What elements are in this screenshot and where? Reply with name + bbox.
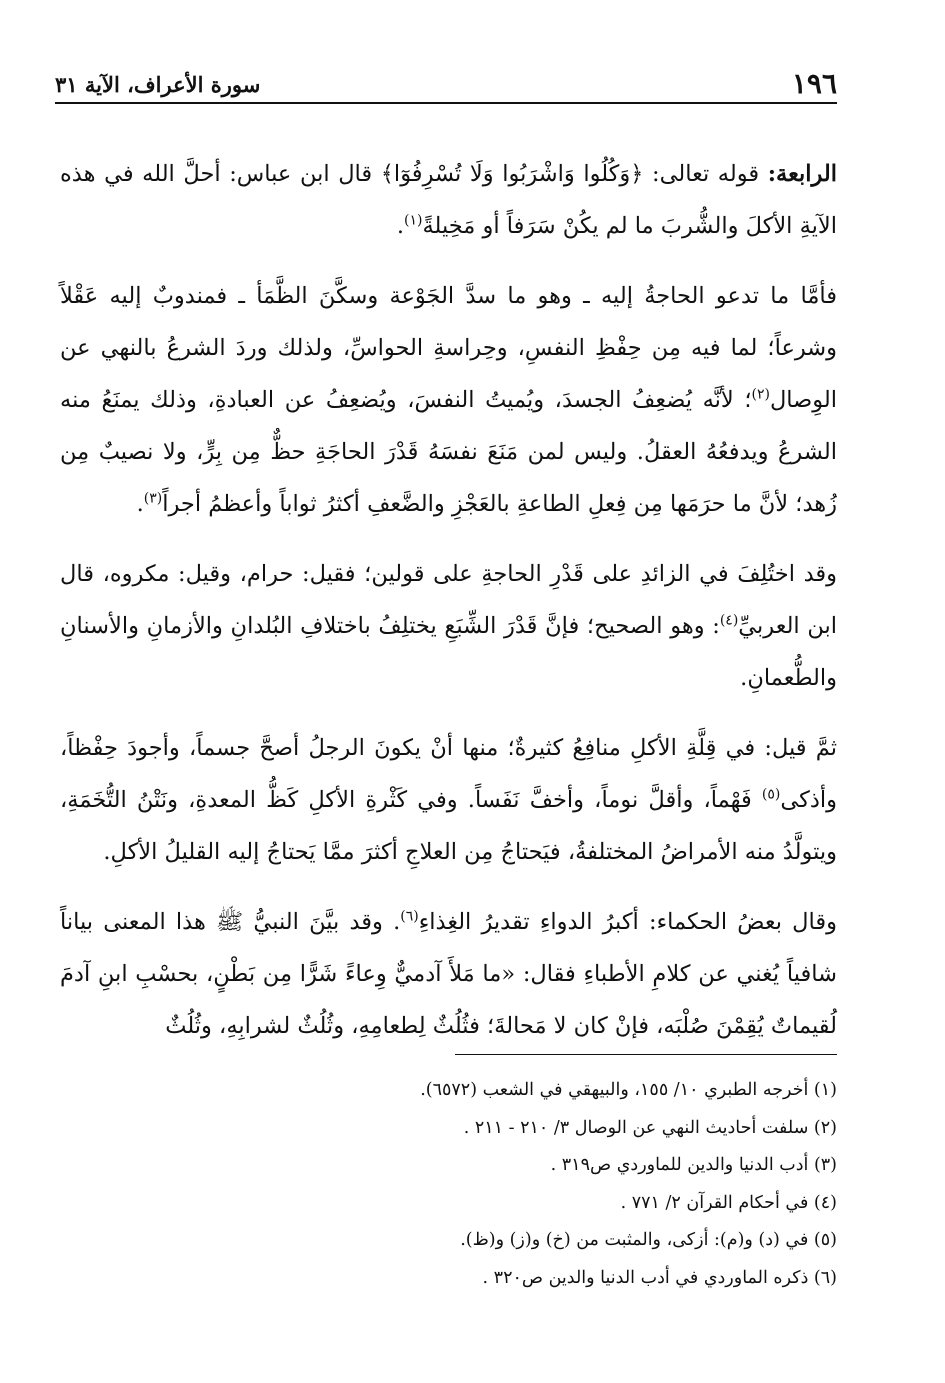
paragraph-text-end: . — [396, 213, 404, 239]
footnote: (٢) سلفت أحاديث النهي عن الوصال ٣/ ٢١٠ - ٢١١ . — [463, 1117, 837, 1138]
paragraph-text: ثمَّ قيل: في قِلَّةِ الأكلِ منافِعُ كثيرةٌ؛ منها أنْ يكونَ الرجلُ أصحَّ جسماً، وأجودَ حِفْظاً، وأذكى — [60, 735, 837, 813]
footnote-ref: (٦) — [400, 908, 419, 925]
footnote-ref: (٣) — [143, 490, 163, 507]
page-number: ١٩٦ — [791, 67, 837, 100]
paragraph-text: فأمَّا ما تدعو الحاجةُ إليه ـ وهو ما سدَّ الجَوْعة وسكَّنَ الظَّمَأ ـ فمندوبٌ إليه عَقْلاً وشرعاً؛ لما فيه مِن حِفْظِ النفسِ، وحِراسةِ الحواسِّ، ولذلك وردَ الشرعُ بالنهي عن الوِصال — [60, 283, 837, 413]
paragraph-text: وقال بعضُ الحكماء: أكبرُ الدواءِ تقديرُ الغِذاءِ — [418, 909, 837, 935]
paragraph-text: : وهو الصحيح؛ فإنَّ قَدْرَ الشِّبَعِ يختلِفُ باختلافِ البُلدانِ والأزمانِ والأسنانِ والطُّعمانِ. — [60, 613, 837, 691]
footnote: (٦) ذكره الماوردي في أدب الدنيا والدين ص٣٢٠ . — [482, 1267, 837, 1288]
paragraph-text: فَهْماً، وأقلَّ نوماً، وأخفَّ نَفَساً. وفي كَثْرةِ الأكلِ كَظُّ المعدةِ، ونَتْنُ التُّخَمَةِ، ويتولَّدُ منه الأمراضُ المختلفةُ، فيَحتاجُ مِن العلاجِ أكثرَ ممَّا يَحتاجُ إليه القليلُ الأكلِ. — [60, 787, 837, 865]
footnote-divider — [455, 1054, 837, 1055]
footnote: (٥) في (د) و(م): أزكى، والمثبت من (خ) و(ز) و(ظ). — [460, 1230, 837, 1250]
paragraph-4 — [60, 722, 837, 878]
footnote-ref: (٥) — [761, 786, 781, 803]
footnote-ref: (١) — [404, 212, 423, 229]
paragraph-text: قوله تعالى: ﴿وَكُلُوا وَاشْرَبُوا وَلَا تُسْرِفُوٓا﴾ قال ابن عباس: أحلَّ الله في هذه الآيةِ الأكلَ والشُّربَ ما لم يكُنْ سَرَفاً أو مَخِيلةً — [60, 161, 837, 239]
footnote-ref: (٤) — [719, 612, 739, 629]
paragraph-3 — [60, 548, 837, 704]
footnote: (٤) في أحكام القرآن ٢/ ٧٧١ . — [620, 1192, 837, 1213]
footnotes — [60, 1072, 837, 1297]
paragraph-2 — [60, 270, 837, 530]
paragraph-text: وقد اختُلِفَ في الزائدِ على قَدْرِ الحاجةِ على قولين؛ فقيل: حرام، وقيل: مكروه، قال ابن العربيِّ — [60, 561, 837, 639]
running-title: سورة الأعراف، الآية ٣١ — [55, 72, 261, 97]
footnote: (١) أخرجه الطبري ١٠/ ١٥٥، والبيهقي في الشعب (٦٥٧٢). — [420, 1080, 837, 1100]
main-text — [60, 148, 837, 1070]
paragraph-5 — [60, 896, 837, 1052]
page-header — [55, 62, 837, 104]
paragraph-text-end: . — [136, 491, 144, 517]
paragraph-text: ؛ لأنَّه يُضعِفُ الجسدَ، ويُميتُ النفسَ، ويُضعِفُ عن العبادةِ، وذلك يمنَعُ منه الشرعُ ويدفعُهُ العقلُ. وليس لمن مَنَعَ نفسَهُ قَدْرَ الحاجَةِ حظٌّ مِن بِرٍّ، ولا نصيبٌ مِن زُهد؛ لأنَّ ما حرَمَها مِن فِعلِ الطاعةِ بالعَجْزِ والضَّعفِ أكثرُ ثواباً وأعظمُ أجراً — [60, 387, 837, 517]
paragraph-label: الرابعة: — [767, 161, 837, 187]
paragraph-text: . وقد بيَّنَ النبيُّ ﷺ هذا المعنى بياناً شافياً يُغني عن كلامِ الأطباءِ فقال: «ما مَلأَ آدميٌّ وِعاءً شَرًّا مِن بَطْنٍ، بحسْبِ ابنِ آدمَ لُقيماتٌ يُقِمْنَ صُلْبَه، فإنْ كان لا مَحالةَ؛ فثُلُثٌ لِطعامِهِ، وثُلُثٌ لشرابِهِ، وثُلُثٌ — [60, 909, 837, 1039]
footnote: (٣) أدب الدنيا والدين للماوردي ص٣١٩ . — [550, 1155, 837, 1175]
footnote-ref: (٢) — [751, 386, 770, 403]
paragraph-1 — [60, 148, 837, 252]
